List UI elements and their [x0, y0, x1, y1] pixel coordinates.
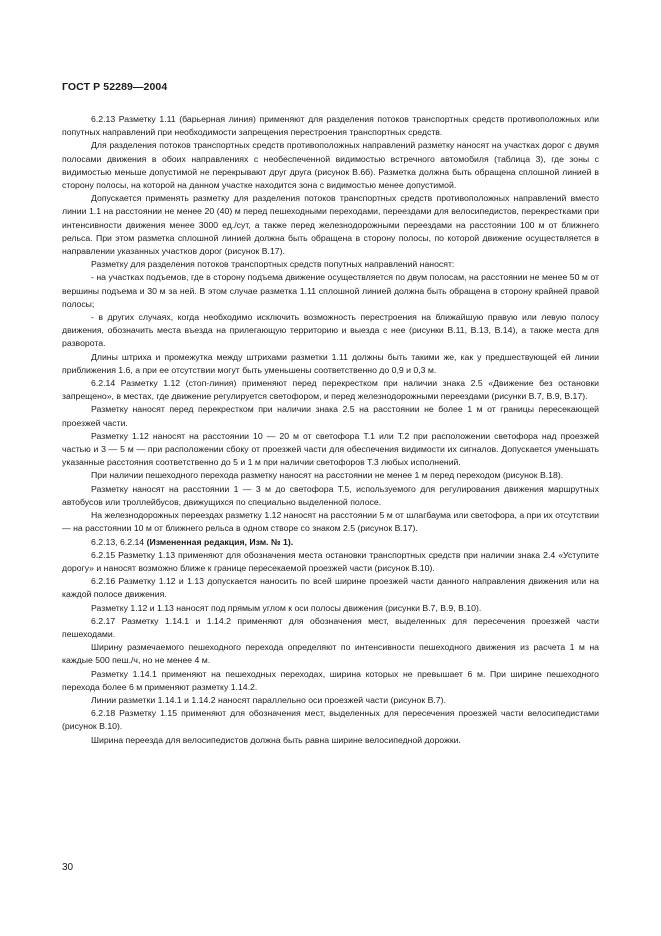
- paragraph: Ширину размечаемого пешеходного перехода определяют по интенсивности пешеходного движения из расчета 1 м на каждые 500 пеш./ч, но не менее 4 м.: [62, 642, 599, 666]
- paragraph-6-2-14: 6.2.14 Разметку 1.12 (стоп-линия) применяют перед перекрестком при наличии знака 2.5 «Движение без остановки запрещено», в местах, где движение регулируется светофором, и перед железнодорожными переездами (рисунки В.7, В.9, В.17).: [62, 378, 599, 402]
- paragraph-6-2-17: 6.2.17 Разметку 1.14.1 и 1.14.2 применяют для обозначения мест, выделенных для пересечения проезжей части пешеходами.: [62, 615, 599, 639]
- paragraph-6-2-13: 6.2.13 Разметку 1.11 (барьерная линия) применяют для разделения потоков транспортных средств противоположных или попутных направлений при необходимости запрещения перестроения транспортных средств.: [62, 114, 599, 138]
- paragraph: Разметку наносят на расстоянии 1 — 3 м до светофора Т.5, используемого для регулирования движения маршрутных автобусов или троллейбусов, движущихся по специально выделенной полосе.: [62, 483, 599, 507]
- paragraph-6-2-18: 6.2.18 Разметку 1.15 применяют для обозначения мест, выделенных для пересечения проезжей части велосипедистами (рисунок В.10).: [62, 708, 599, 732]
- amendment-note: (Измененная редакция, Изм. № 1).: [146, 536, 294, 547]
- paragraph: Разметку для разделения потоков транспортных средств попутных направлений наносят:: [91, 259, 455, 270]
- paragraph: Разметку наносят перед перекрестком при наличии знака 2.5 на расстоянии не более 1 м от границы пересекающей проезжей части.: [62, 404, 599, 428]
- document-header: ГОСТ Р 52289—2004: [62, 81, 168, 93]
- paragraph: Линии разметки 1.14.1 и 1.14.2 наносят параллельно оси проезжей части (рисунок В.7).: [91, 694, 446, 705]
- document-body: [62, 113, 599, 747]
- paragraph: Разметку 1.12 и 1.13 наносят под прямым углом к оси полосы движения (рисунки В.7, В.9, В.10).: [91, 602, 482, 613]
- paragraph: Допускается применять разметку для разделения потоков транспортных средств противоположных направлений вместо линии 1.1 на расстоянии не менее 20 (40) м перед пешеходными переходами, переездами для велосипедистов, перекрестками при интенсивности движения менее 3000 ед./сут, а также перед железнодорожными переездами на расстоянии 100 м от ближнего рельса. При этом разметка сплошной линией должна быть обращена в сторону полосы, по которой движение осуществляется в направлении указанных участков дорог (рисунок В.17).: [62, 193, 599, 257]
- page-number: 30: [62, 862, 74, 873]
- amendment-line: [62, 536, 599, 549]
- amendment-clauses: 6.2.13, 6.2.14: [91, 536, 147, 547]
- paragraph: На железнодорожных переездах разметку 1.12 наносят на расстоянии 5 м от шлагбаума или светофора, а при их отсутствии — на расстоянии 10 м от ближнего рельса в одном створе со знаком 2.5 (рисунок В.17).: [62, 510, 599, 534]
- paragraph: Длины штриха и промежутка между штрихами разметки 1.11 должны быть такими же, как у предшествующей ей линии приближения 1.6, а при ее отсутствии могут быть уменьшены соответственно до 0,9 и 0,3 м.: [62, 351, 599, 375]
- paragraph-6-2-15: 6.2.15 Разметку 1.13 применяют для обозначения места остановки транспортных средств при наличии знака 2.4 «Уступите дорогу» и наносят возможно ближе к границе пересекаемой проезжей части (рисунок В.10).: [62, 549, 599, 573]
- paragraph: Ширина переезда для велосипедистов должна быть равна ширине велосипедной дорожки.: [91, 734, 461, 745]
- paragraph: Разметку 1.12 наносят на расстоянии 10 — 20 м от светофора Т.1 или Т.2 при расположении светофора над проезжей частью и 3 — 5 м — при расположении сбоку от проезжей части для обеспечения видимости их сигналов. Допускается уменьшать указанные расстояния соответственно до 5 и 1 м при наличии светофоров Т.3 любых исполнений.: [62, 430, 599, 468]
- list-item: - в других случаях, когда необходимо исключить возможность перестроения на ближайшую правую или левую полосу движения, обозначить места въезда на прилегающую территорию и выезда с нее (рисунки В.11, В.13, В.14), а также места для разворота.: [62, 312, 599, 349]
- list-item: - на участках подъемов, где в сторону подъема движение осуществляется по двум полосам, на расстоянии не менее 50 м от вершины подъема и 30 м за ней. В этом случае разметка 1.11 сплошной линией должна быть обращена в сторону крайней правой полосы;: [62, 272, 599, 309]
- paragraph-6-2-16: 6.2.16 Разметку 1.12 и 1.13 допускается наносить по всей ширине проезжей части данного направления движения или на каждой полосе движения.: [62, 576, 599, 600]
- paragraph: Разметку 1.14.1 применяют на пешеходных переходах, ширина которых не превышает 6 м. При ширине пешеходного перехода более 6 м применяют разметку 1.14.2.: [62, 668, 599, 692]
- paragraph: При наличии пешеходного перехода разметку наносят на расстоянии не менее 1 м перед переходом (рисунок В.18).: [91, 470, 564, 481]
- paragraph: Для разделения потоков транспортных средств противоположных направлений разметку наносят на участках дорог с двумя полосами движения в обоих направлениях с необеспеченной видимостью встречного автомобиля (таблица 3), где зоны с видимостью меньше допустимой не перекрывают друг друга (рисунок В.6б). Разметка должна быть обращена сплошной линией в сторону полосы, на которой на данном участке находится зона с видимостью менее допустимой.: [62, 140, 599, 191]
